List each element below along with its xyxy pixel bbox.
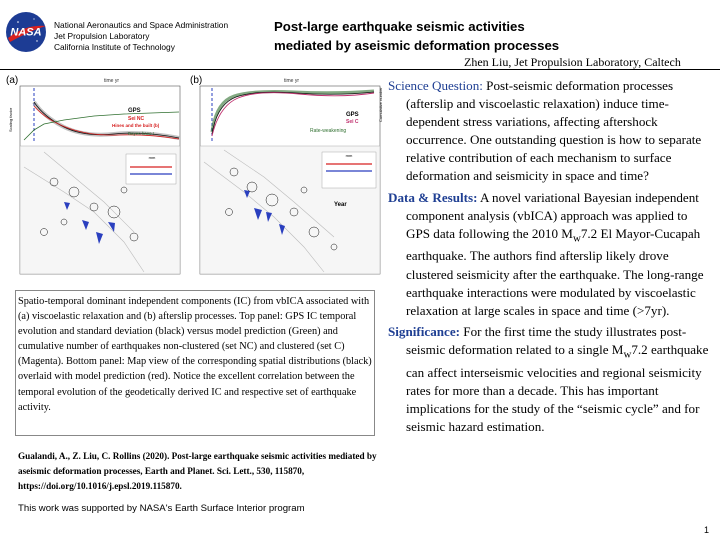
panel-a-legend-gps: GPS [128,108,141,114]
data-results-subscript: w [572,232,581,245]
text-column [388,77,710,439]
nasa-logo-text: NASA [10,26,42,39]
significance-body-1: For the first time the study illustrates post-seismic deformation related to a single M [406,323,687,357]
data-results-paragraph [388,189,710,320]
page-number: 1 [704,525,710,535]
agency-line-2: Jet Propulsion Laboratory [54,31,150,41]
science-question-paragraph [388,77,710,186]
significance-paragraph [388,323,710,436]
agency-block [54,20,228,53]
figure-caption: Spatio-temporal dominant independent components (IC) from vbICA associated with (a) viscoelastic relaxation and (b) afterslip processes. Top panel: GPS IC temporal evolution and standard deviation (black) versus model prediction (Green) and cumulative number of earthquakes non-clustered (set NC) and clustered (set C) (Magenta). Bottom panel: Map view of the corresponding spatial distributions (black) overlaid with model prediction (red). Notice the excellent correlation between the temporal evolution of the geodetically derived IC and respective set of earthquake activity. [18,296,372,413]
panel-b-label: (b) [190,75,203,86]
science-question-heading: Science Question: [388,78,483,93]
page-title: Post-large earthquake seismic activities mediated by aseismic deformation processes [274,19,560,53]
panel-b-axis-top: time yr [284,78,299,84]
panel-b-map-year: Year [334,202,347,208]
panel-b-legend-seic: Sei C [346,119,359,125]
panel-a-label: (a) [6,75,19,86]
agency-line-3: California Institute of Technology [54,42,175,52]
panel-b-map-mm: mm [345,153,353,158]
funding-note: This work was supported by NASA's Earth Surface Interior program [18,503,305,514]
significance-body-2: 7.2 earthquake can affect interseismic velocities and regional seismicity rates for more than a decade. This has important implications for the study of the “seismic cycle” and for seismic hazard estimation. [406,341,709,434]
panel-a-ylabel: Scaling factor [8,107,13,132]
science-figure [4,72,384,277]
panel-a-legend-seinc: Sei NC [128,116,145,122]
data-results-body-2: 7.2 El Mayor-Cucapah earthquake. The authors find afterslip likely drove clustered seismicity after the earthquake. The long-range earthquake interactions were modulated by viscoelastic relaxation at large scales in space and time (>7yr). [406,225,704,318]
panel-a-map-mm: mm [148,155,156,160]
data-results-body-1: A novel variational Bayesian independent component analysis (vbICA) approach was applied to GPS data following the 2010 M [406,189,699,241]
significance-subscript: w [623,348,632,361]
nasa-logo [4,10,48,54]
panel-a-legend-model: Hines and the built (b) [112,123,160,128]
header-divider [0,69,720,70]
panel-b-legend-rw: Rate-weakening [310,128,347,134]
panel-a-legend-bayes: Bayes hace ! [128,131,155,136]
panel-a-axis-top: time yr [104,78,119,84]
data-results-heading: Data & Results: [388,189,478,205]
agency-line-1: National Aeronautics and Space Administration [54,20,229,30]
citation: Gualandi, A., Z. Liu, C. Rollins (2020). Post-large earthquake seismic activities mediated by aseismic deformation processes, Earth and Planet. Sci. Lett., 530, 115870, https://doi.org/10.1016/j.epsl.2019.115870. [18,451,377,491]
panel-b-legend-gps: GPS [346,112,359,118]
significance-heading: Significance: [388,323,461,339]
author-line: Zhen Liu, Jet Propulsion Laboratory, Caltech [464,55,681,69]
science-question-body: Post-seismic deformation processes (afterslip and viscoelastic relaxation) induce time-dependent stress variations, affecting aftershock occurrence. One outstanding question is how to separate relative contribution of each mechanism to surface deformation and seismicity in space and time? [406,78,702,184]
panel-b-ylabel: Cumulative number [378,87,383,122]
